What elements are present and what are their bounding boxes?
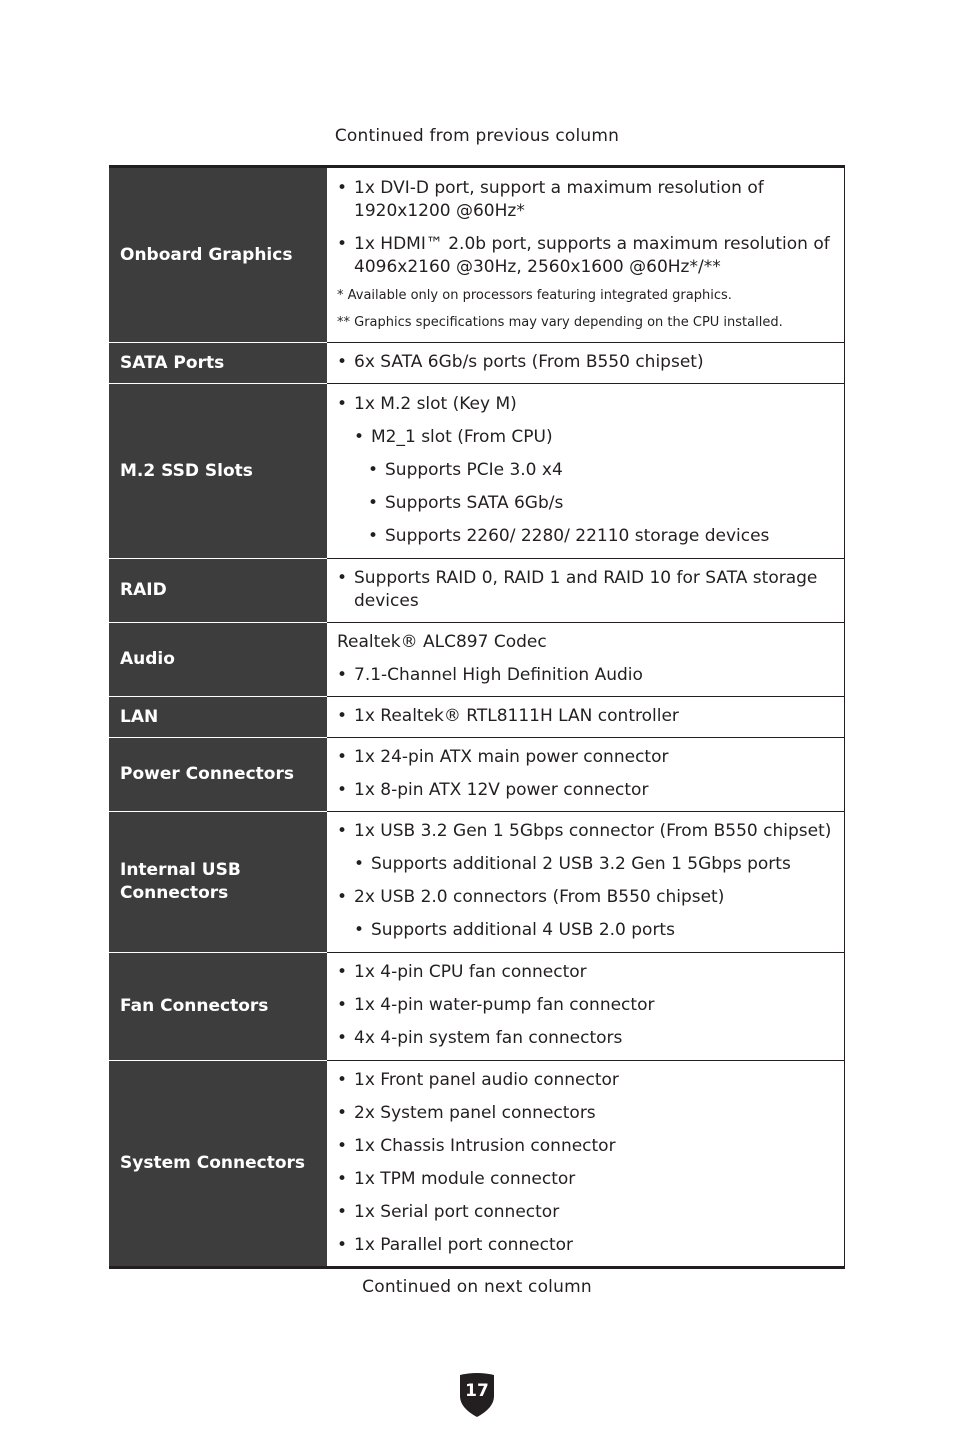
footnote: * Available only on processors featuring integrated graphics. [337,287,732,303]
list-item: • Supports additional 4 USB 2.0 ports [354,919,834,942]
list-item: • Supports PCIe 3.0 x4 [368,459,834,482]
list-item: • 1x 24-pin ATX main power connector [337,746,834,769]
specifications-table [109,165,845,1269]
table-row [109,812,845,953]
list-item: • 7.1-Channel High Definition Audio [337,664,834,687]
list-item: • Supports RAID 0, RAID 1 and RAID 10 for SATA storage devices [337,567,834,613]
row-label-onboard-graphics: Onboard Graphics [109,167,327,343]
row-value-fan-connectors [327,953,845,1061]
table-row [109,384,845,559]
list-item: • 1x 4-pin CPU fan connector [337,961,834,984]
page-number-badge [458,1372,496,1418]
list-item: • 2x USB 2.0 connectors (From B550 chipset) [337,886,834,909]
row-label-line: Connectors [120,883,229,903]
row-label-fan-connectors: Fan Connectors [109,953,327,1061]
row-label-power-connectors: Power Connectors [109,738,327,812]
list-item: • Supports SATA 6Gb/s [368,492,834,515]
list-item: • 2x System panel connectors [337,1102,834,1125]
list-item: • M2_1 slot (From CPU) [354,426,834,449]
list-item: • 1x USB 3.2 Gen 1 5Gbps connector (From B550 chipset) [337,820,834,843]
row-value-raid [327,559,845,623]
row-value-internal-usb-connectors [327,812,845,953]
list-item: • Supports additional 2 USB 3.2 Gen 1 5Gbps ports [354,853,834,876]
row-value-m2-ssd-slots [327,384,845,559]
list-item: • 1x Chassis Intrusion connector [337,1135,834,1158]
row-value-audio [327,623,845,697]
row-value-onboard-graphics [327,167,845,343]
table-row [109,167,845,343]
row-value-lan [327,697,845,738]
row-label-lan: LAN [109,697,327,738]
list-item: • 1x DVI-D port, support a maximum resolution of 1920x1200 @60Hz* [337,177,834,223]
row-label-internal-usb-connectors [109,812,327,953]
row-value-system-connectors [327,1061,845,1268]
list-item: • 6x SATA 6Gb/s ports (From B550 chipset) [337,351,834,374]
list-item: • 1x Parallel port connector [337,1234,834,1257]
row-label-sata-ports: SATA Ports [109,343,327,384]
list-item: • 1x 4-pin water-pump fan connector [337,994,834,1017]
row-label-raid: RAID [109,559,327,623]
list-item: • 4x 4-pin system fan connectors [337,1027,834,1050]
list-item: • 1x Front panel audio connector [337,1069,834,1092]
row-value-power-connectors [327,738,845,812]
table-row [109,623,845,697]
list-item: • 1x Realtek® RTL8111H LAN controller [337,705,834,728]
table-row [109,953,845,1061]
list-item: • 1x TPM module connector [337,1168,834,1191]
row-label-m2-ssd-slots: M.2 SSD Slots [109,384,327,559]
row-label-system-connectors: System Connectors [109,1061,327,1268]
row-value-sata-ports [327,343,845,384]
list-item: • Supports 2260/ 2280/ 22110 storage devices [368,525,834,548]
list-item: • 1x Serial port connector [337,1201,834,1224]
table-row [109,1061,845,1268]
table-row [109,343,845,384]
list-item: • 1x M.2 slot (Key M) [337,393,834,416]
table-row [109,697,845,738]
row-label-audio: Audio [109,623,327,697]
continued-from-note: Continued from previous column [334,126,620,146]
row-label-line: Internal USB [120,860,241,880]
audio-codec: Realtek® ALC897 Codec [337,631,547,652]
continued-on-note: Continued on next column [362,1277,592,1297]
list-item: • 1x 8-pin ATX 12V power connector [337,779,834,802]
list-item: • 1x HDMI™ 2.0b port, supports a maximum resolution of 4096x2160 @30Hz, 2560x1600 @60Hz*/** [337,233,834,279]
table-row [109,559,845,623]
table-row [109,738,845,812]
page-number: 17 [465,1381,489,1401]
footnote: ** Graphics specifications may vary depending on the CPU installed. [337,314,783,330]
